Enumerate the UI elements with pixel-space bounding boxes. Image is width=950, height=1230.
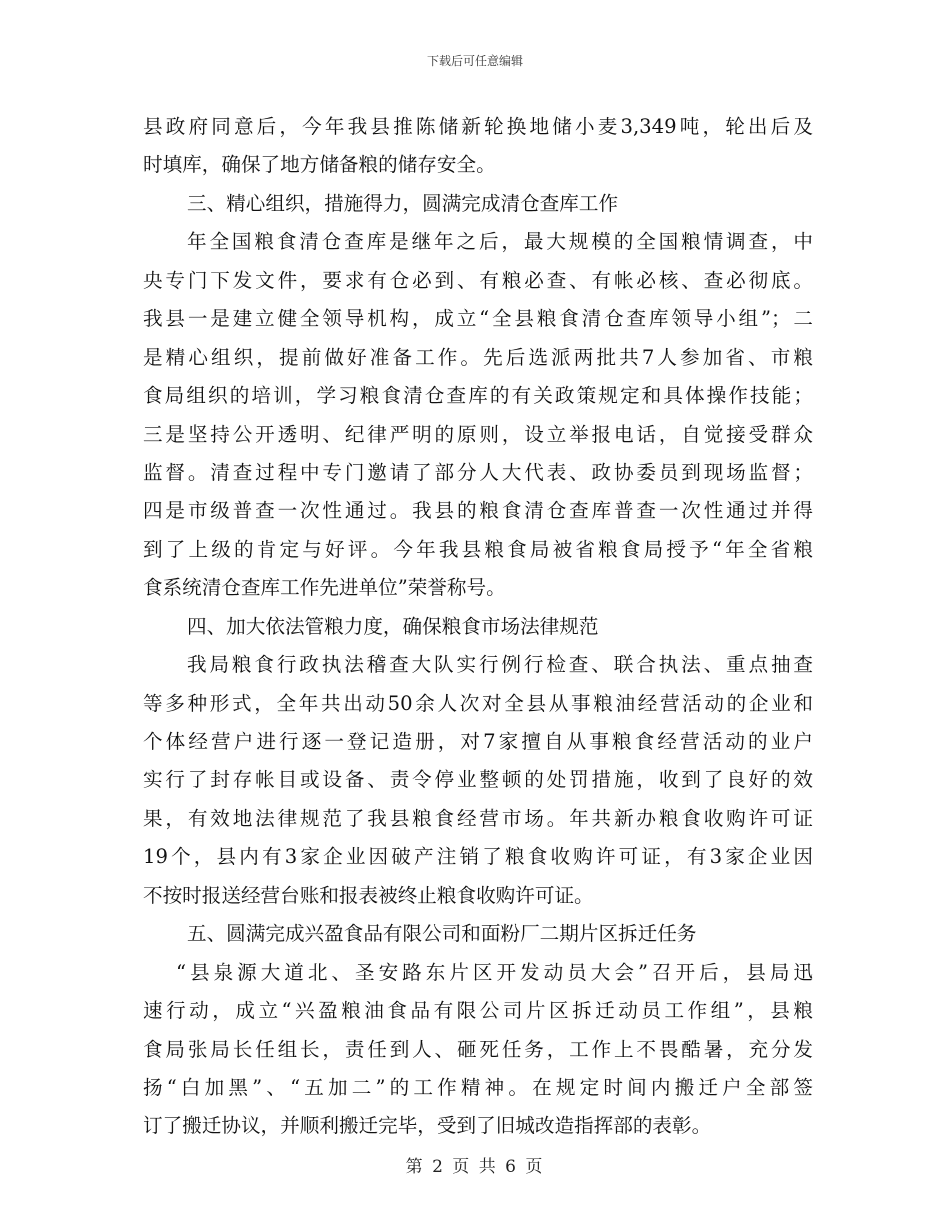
text-line: 食局组织的培训，学习粮食清仓查库的有关政策规定和具体操作技能； (143, 384, 813, 408)
section-heading: 三、精心组织，措施得力，圆满完成清仓查库工作 (187, 191, 619, 215)
text-line: 是精心组织，提前做好准备工作。先后选派两批共7人参加省、市粮 (143, 345, 813, 369)
text-line: 县政府同意后，今年我县推陈储新轮换地储小麦3,349吨，轮出后及 (143, 115, 813, 138)
text-line: 等多种形式，全年共出动50余人次对全县从事粮油经营活动的企业和 (143, 691, 813, 715)
text-line: 三是坚持公开透明、纪律严明的原则，设立举报电话，自觉接受群众 (143, 422, 813, 446)
text-line: 扬“白加黑”、“五加二”的工作精神。在规定时间内搬迁户全部签 (143, 1075, 813, 1099)
text-line: 个体经营户进行逐一登记造册，对7家擅自从事粮食经营活动的业户 (143, 730, 813, 753)
text-line: 我局粮食行政执法稽查大队实行例行检查、联合执法、重点抽查 (187, 653, 813, 677)
text-line: 食局张局长任组长，责任到人、砸死任务，工作上不畏酷暑，充分发 (143, 1037, 813, 1061)
text-line: 四是市级普查一次性通过。我县的粮食清仓查库普查一次性通过并得 (143, 499, 813, 523)
text-line: 年全国粮食清仓查库是继年之后，最大规模的全国粮情调查，中 (187, 230, 813, 254)
section-heading: 五、圆满完成兴盈食品有限公司和面粉厂二期片区拆迁任务 (187, 922, 697, 946)
document-body (143, 108, 813, 1146)
text-line: 时填库，确保了地方储备粮的储存安全。 (143, 153, 496, 177)
page-header: 下载后可任意编辑 (426, 54, 523, 68)
text-line: 速行动，成立“兴盈粮油食品有限公司片区拆迁动员工作组”，县粮 (143, 999, 813, 1023)
section-heading: 四、加大依法管粮力度，确保粮食市场法律规范 (187, 614, 599, 638)
text-line: 实行了封存帐目或设备、责令停业整顿的处罚措施，收到了良好的效 (143, 768, 813, 792)
text-line: 19个，县内有3家企业因破产注销了粮食收购许可证，有3家企业因 (143, 845, 813, 869)
page-footer: 第 2 页 共 6 页 (405, 1157, 545, 1177)
text-line: 不按时报送经营台账和报表被终止粮食收购许可证。 (143, 883, 594, 907)
text-line: 监督。清查过程中专门邀请了部分人大代表、政协委员到现场监督； (143, 460, 813, 484)
text-line: 央专门下发文件，要求有仓必到、有粮必查、有帐必核、查必彻底。 (143, 268, 813, 292)
text-line: 订了搬迁协议，并顺利搬迁完毕，受到了旧城改造指挥部的表彰。 (143, 1114, 712, 1138)
text-line: 果，有效地法律规范了我县粮食经营市场。年共新办粮食收购许可证 (143, 806, 813, 830)
text-line: “县泉源大道北、圣安路东片区开发动员大会”召开后，县局迅 (176, 960, 813, 984)
text-line: 我县一是建立健全领导机构，成立“全县粮食清仓查库领导小组”；二 (143, 307, 813, 331)
text-line: 食系统清仓查库工作先进单位”荣誉称号。 (143, 576, 506, 600)
text-line: 到了上级的肯定与好评。今年我县粮食局被省粮食局授予“年全省粮 (143, 537, 813, 561)
